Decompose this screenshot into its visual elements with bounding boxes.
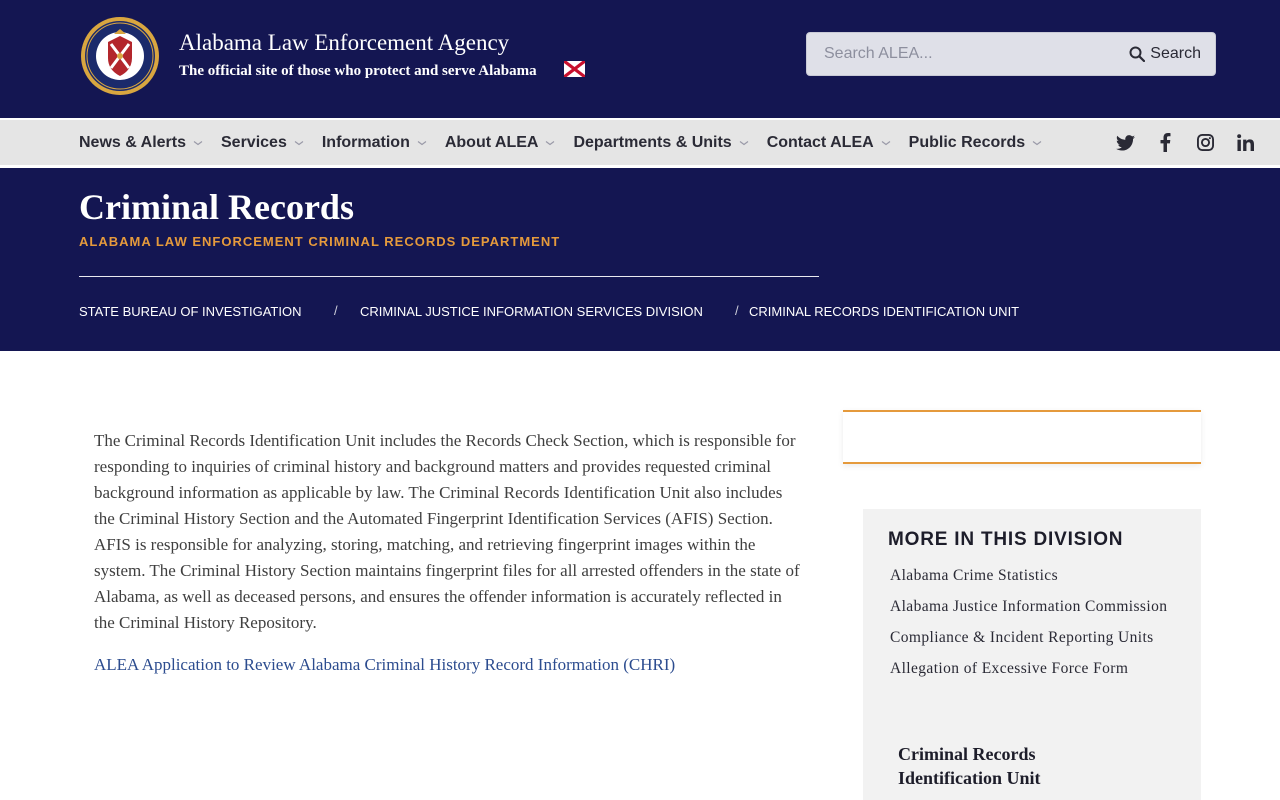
facebook-icon — [1160, 133, 1171, 152]
chri-application-link[interactable]: ALEA Application to Review Alabama Criminal History Record Information (CHRI) — [94, 655, 676, 674]
divider — [79, 276, 819, 277]
site-tagline: The official site of those who protect and serve Alabama — [179, 63, 537, 79]
facebook-link[interactable] — [1160, 120, 1171, 165]
nav-item-label: Information — [321, 133, 410, 151]
page-hero — [0, 168, 1280, 351]
instagram-link[interactable] — [1197, 120, 1214, 165]
nav-item-label: About ALEA — [444, 133, 539, 151]
site-title[interactable]: Alabama Law Enforcement Agency — [179, 30, 510, 55]
chevron-down-icon — [417, 138, 427, 148]
linkedin-link[interactable] — [1237, 120, 1254, 165]
nav-menu — [79, 120, 1060, 165]
breadcrumb-item-current[interactable]: CRIMINAL RECORDS IDENTIFICATION UNIT — [749, 304, 1020, 319]
breadcrumb-separator: / — [735, 303, 739, 318]
page-title: Criminal Records — [79, 187, 354, 227]
nav-item-about-alea[interactable] — [445, 134, 556, 152]
nav-item-label: Departments & Units — [573, 133, 732, 151]
division-link-justice-information-commission[interactable]: Alabama Justice Information Commission — [890, 598, 1168, 615]
sidebar-widget — [843, 410, 1201, 464]
division-link-list — [890, 565, 1180, 689]
linkedin-icon — [1237, 134, 1254, 151]
search-input[interactable] — [808, 34, 1098, 74]
site-header — [0, 0, 1280, 118]
breadcrumb-item-cjis-division[interactable]: CRIMINAL JUSTICE INFORMATION SERVICES DIVISION — [360, 304, 703, 319]
more-in-division-panel — [863, 509, 1201, 800]
nav-item-label: Contact ALEA — [766, 133, 874, 151]
chevron-down-icon — [545, 138, 555, 148]
chevron-down-icon — [1032, 138, 1042, 148]
search-icon — [1129, 46, 1145, 62]
chevron-down-icon — [739, 138, 749, 148]
twitter-icon — [1116, 135, 1135, 151]
nav-item-services[interactable] — [221, 134, 304, 152]
nav-item-label: News & Alerts — [79, 133, 186, 151]
alea-seal-logo[interactable] — [80, 16, 160, 96]
page-subtitle: ALABAMA LAW ENFORCEMENT CRIMINAL RECORDS DEPARTMENT — [79, 234, 561, 249]
nav-item-public-records[interactable] — [909, 134, 1042, 152]
nav-item-label: Public Records — [908, 133, 1026, 151]
division-heading: MORE IN THIS DIVISION — [888, 529, 1124, 550]
division-link-crime-statistics[interactable]: Alabama Crime Statistics — [890, 567, 1059, 584]
main-content — [94, 428, 804, 678]
nav-item-label: Services — [221, 133, 287, 151]
body-paragraph: The Criminal Records Identification Unit includes the Records Check Section, which is responsible for responding to inquiries of criminal history and background matters and provides requested criminal background information as applicable by law. The Criminal Records Identification Unit also includes the Criminal History Section and the Automated Fingerprint Identification Services (AFIS) Section. AFIS is responsible for analyzing, storing, matching, and retrieving fingerprint images within the system. The Criminal History Section maintains fingerprint files for all arrested offenders in the state of Alabama, as well as deceased persons, and ensures the offender information is accurately reflected in the Criminal History Repository. — [94, 431, 800, 632]
nav-item-information[interactable] — [322, 134, 427, 152]
search-button[interactable] — [1129, 34, 1201, 74]
nav-item-contact-alea[interactable] — [767, 134, 891, 152]
twitter-link[interactable] — [1116, 120, 1135, 165]
nav-item-news-alerts[interactable] — [79, 134, 203, 152]
chevron-down-icon — [881, 138, 891, 148]
search-button-label: Search — [1150, 45, 1201, 62]
main-nav — [0, 118, 1280, 168]
division-link-current[interactable]: Criminal Records Identification Unit — [898, 744, 1041, 788]
breadcrumb-item-state-bureau[interactable]: STATE BUREAU OF INVESTIGATION — [79, 304, 302, 319]
division-link-compliance-incident-reporting[interactable]: Compliance & Incident Reporting Units — [890, 629, 1154, 646]
alabama-flag-icon — [564, 61, 585, 77]
instagram-icon — [1197, 134, 1214, 151]
search-bar — [806, 32, 1216, 76]
breadcrumb-separator: / — [334, 303, 338, 318]
division-link-excessive-force-form[interactable]: Allegation of Excessive Force Form — [890, 660, 1129, 677]
nav-item-departments-units[interactable] — [573, 134, 748, 152]
chevron-down-icon — [294, 138, 304, 148]
chevron-down-icon — [193, 138, 203, 148]
